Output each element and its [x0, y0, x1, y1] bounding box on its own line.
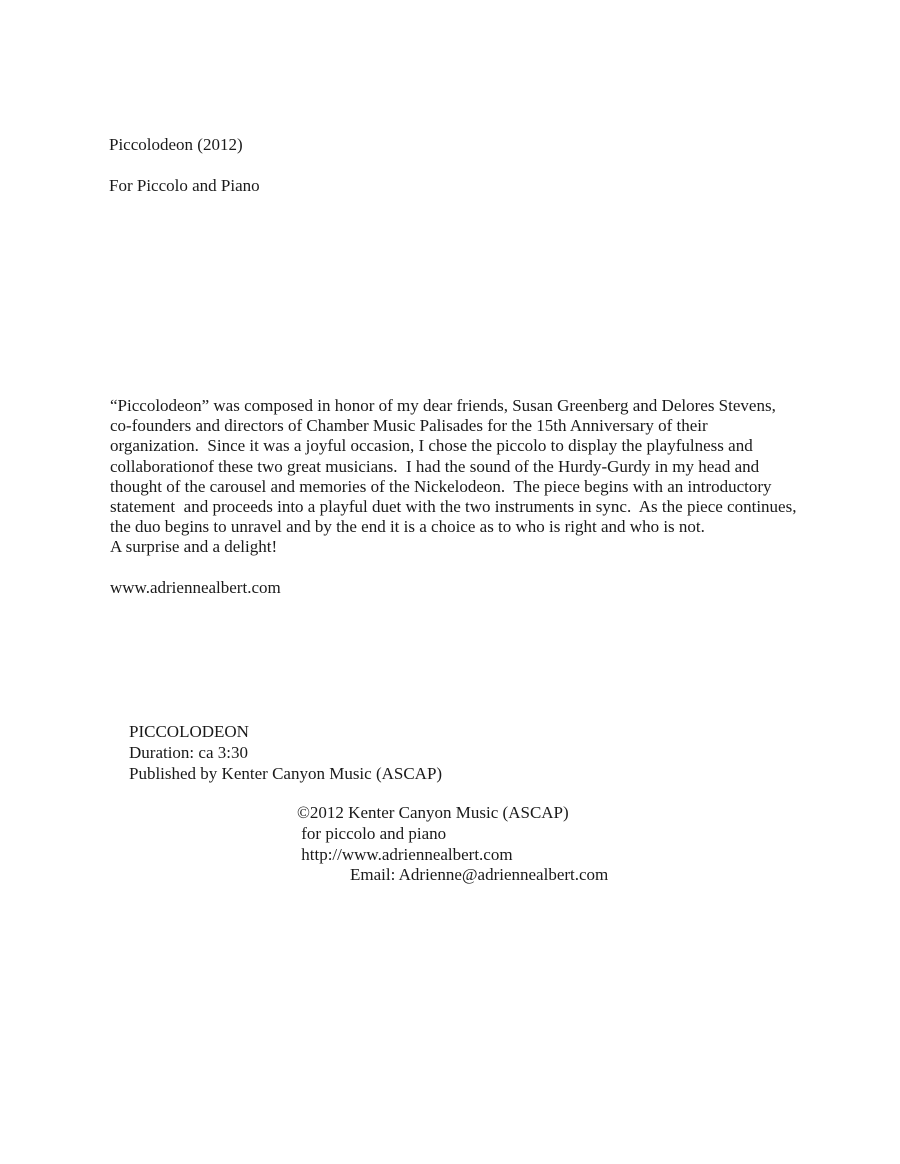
program-note-line: co-founders and directors of Chamber Music Palisades for the 15th Anniversary of their	[110, 416, 708, 436]
program-note-line: the duo begins to unravel and by the end it is a choice as to who is right and who is not.	[110, 517, 705, 537]
website-link[interactable]: www.adriennealbert.com	[110, 578, 281, 597]
program-note-line: organization. Since it was a joyful occasion, I chose the piccolo to display the playfulness and	[110, 436, 753, 456]
copyright-notice: ©2012 Kenter Canyon Music (ASCAP)	[297, 803, 569, 822]
work-title: PICCOLODEON	[129, 722, 249, 741]
program-note-line: statement and proceeds into a playful duet with the two instruments in sync. As the piece continues,	[110, 497, 797, 517]
piece-title: Piccolodeon (2012)	[109, 135, 243, 154]
copyright-url[interactable]: http://www.adriennealbert.com	[297, 845, 513, 864]
publisher: Published by Kenter Canyon Music (ASCAP)	[129, 764, 443, 783]
program-note-line: collaborationof these two great musicians. I had the sound of the Hurdy-Gurdy in my head and	[110, 456, 760, 476]
program-note-line: A surprise and a delight!	[110, 537, 278, 557]
program-note-line: “Piccolodeon” was composed in honor of my dear friends, Susan Greenberg and Delores Stevens,	[110, 396, 776, 415]
duration: Duration: ca 3:30	[129, 743, 248, 762]
program-note-line: thought of the carousel and memories of the Nickelodeon. The piece begins with an introductory	[110, 476, 772, 496]
instrumentation-subtitle: For Piccolo and Piano	[109, 176, 260, 195]
contact-email[interactable]: Email: Adrienne@adriennealbert.com	[350, 865, 609, 884]
copyright-instrumentation: for piccolo and piano	[297, 824, 447, 843]
program-note	[110, 396, 796, 558]
